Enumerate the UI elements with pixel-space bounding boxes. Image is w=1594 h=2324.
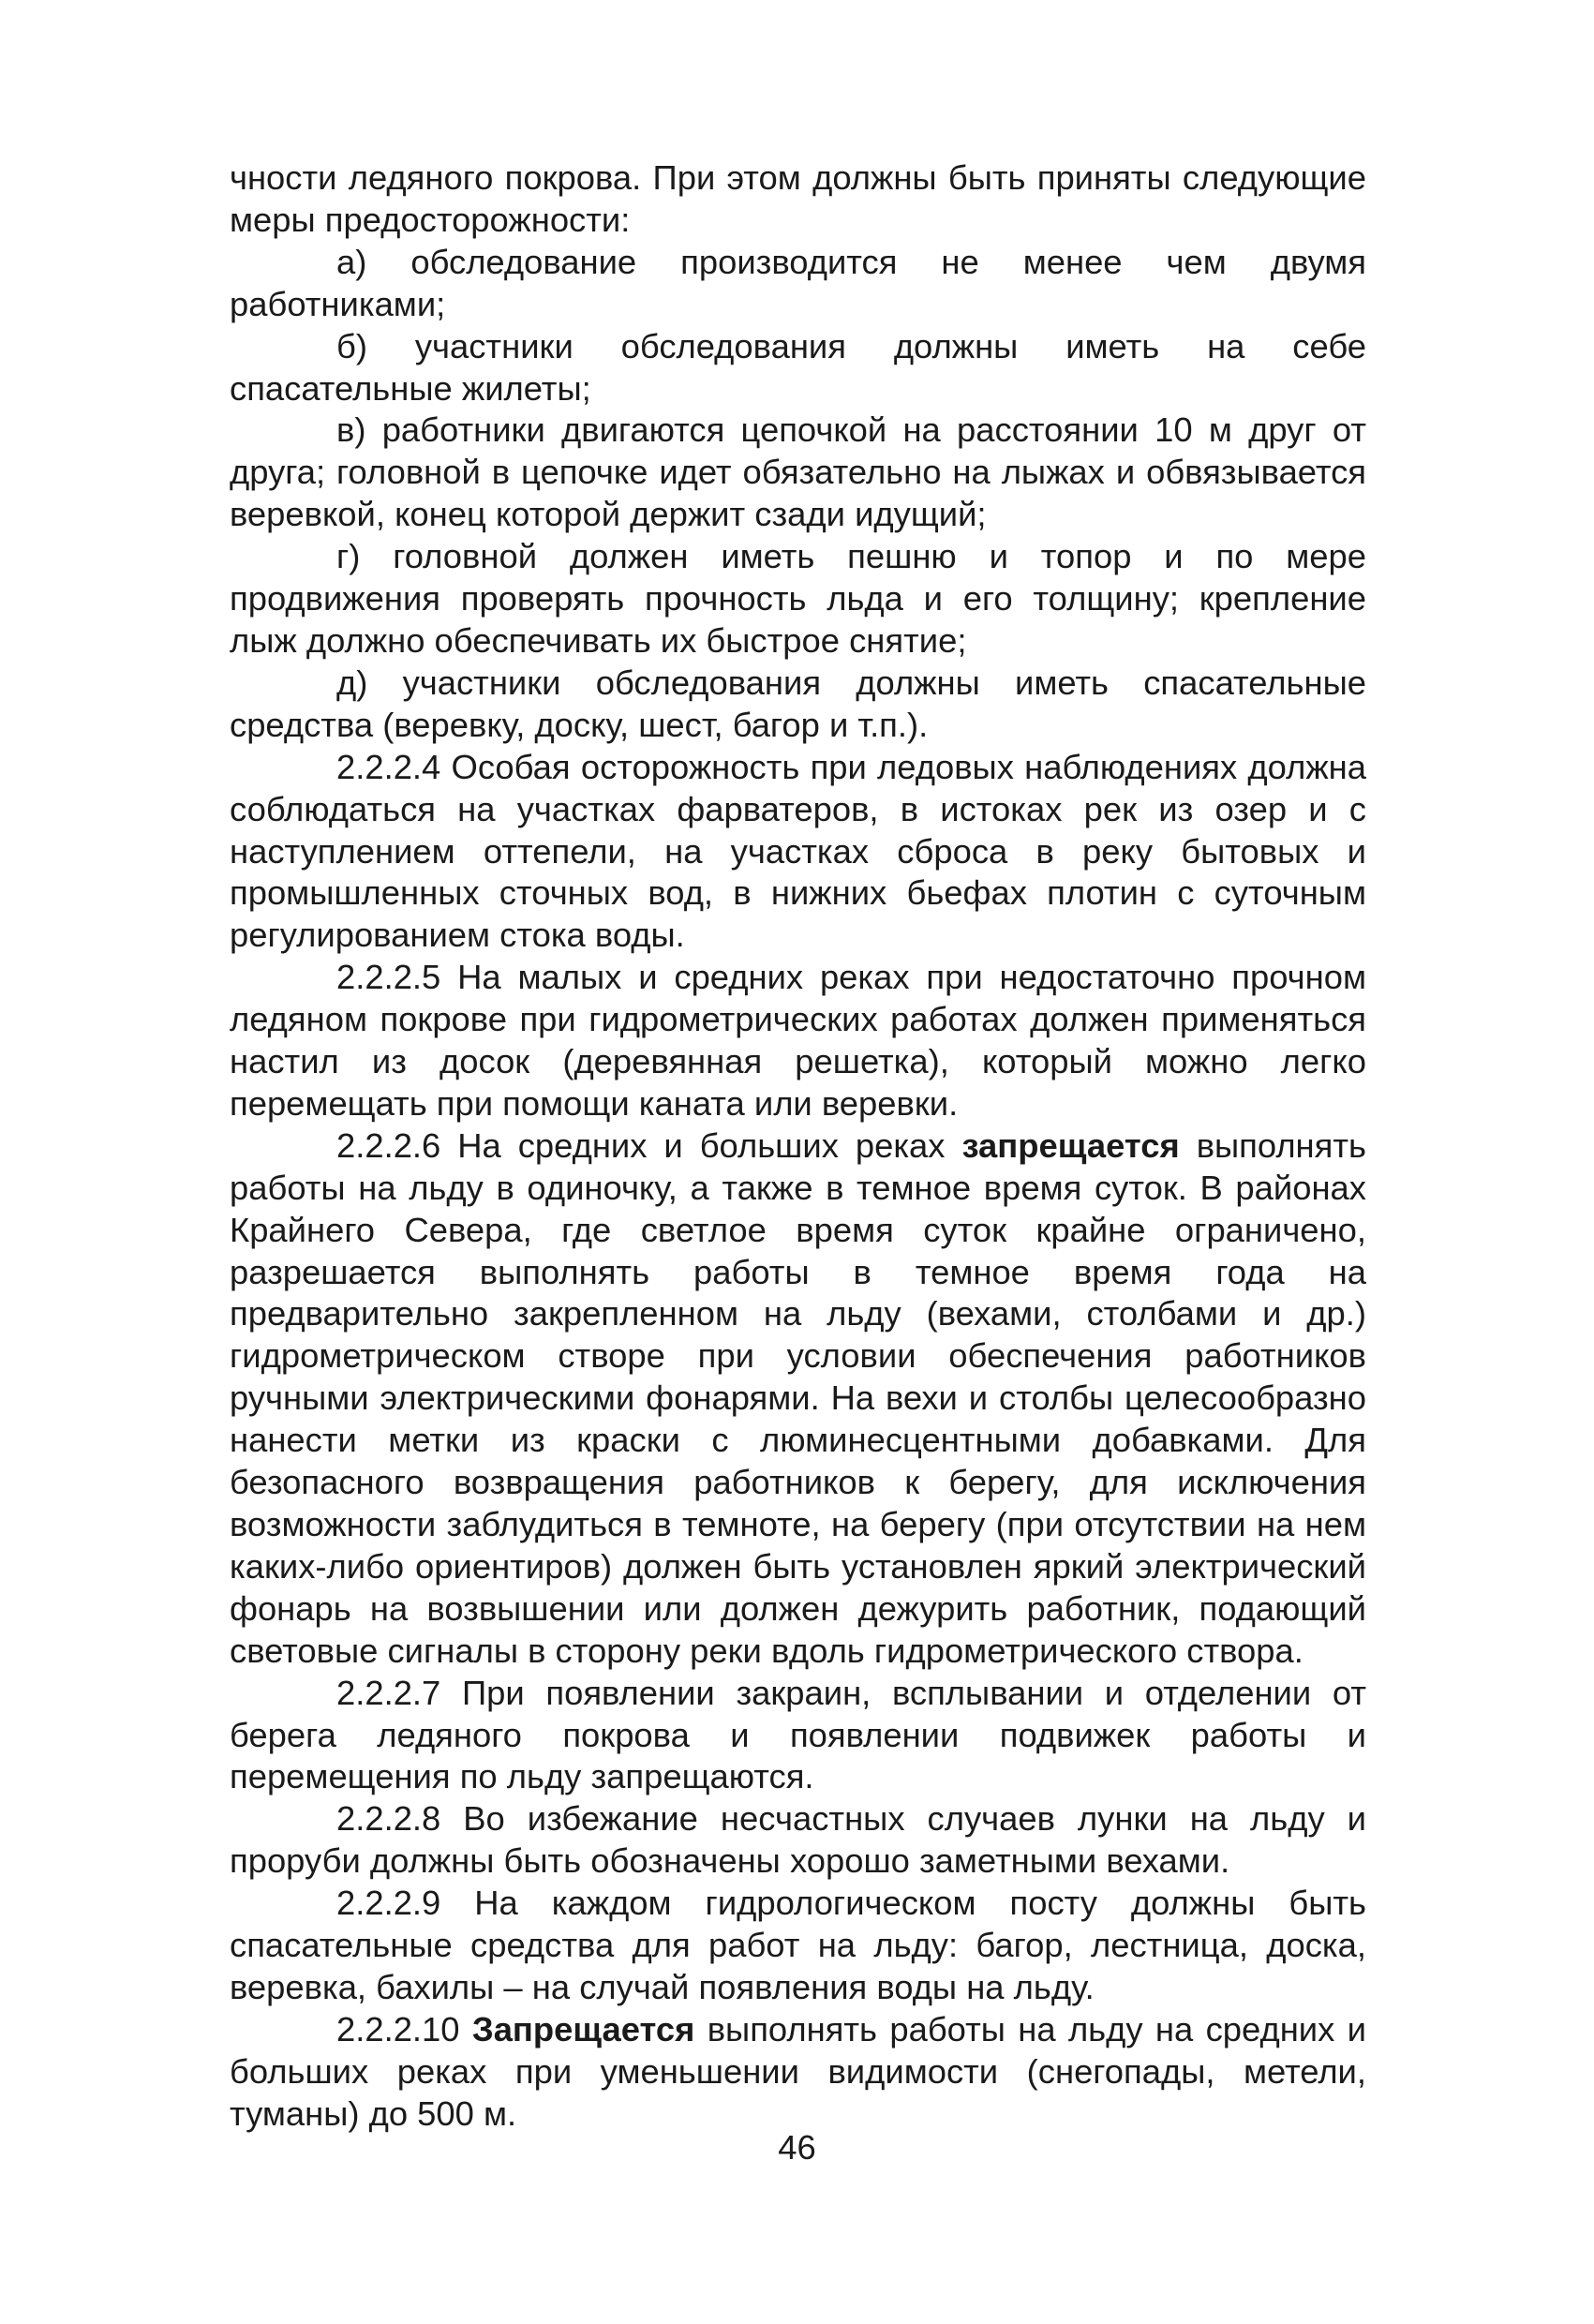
list-item-v [230,410,1366,536]
emphasis-prohibited: запрещается [961,1125,1180,1165]
list-item-d [230,663,1366,747]
text-p1: а) обследование производится не менее чем двумя работниками; [230,242,1366,323]
text-p9: 2.2.2.7 При появлении закраин, всплывании и отделении от берега ледяного покрова и появлении подвижек работы и перемещения по льду запрещаются. [230,1673,1366,1796]
page-number: 46 [778,2128,816,2167]
text-p6: 2.2.2.4 Особая осторожность при ледовых наблюдениях должна соблюдаться на участках фарватеров, в истоках рек из озер и с наступлением оттепели, на участках сброса в реку бытовых и промышленных сточных вод, в нижних бьефах плотин с суточным регулированием стока воды. [230,747,1366,955]
text-p0: чности ледяного покрова. При этом должны быть приняты следующие меры предосторожности: [230,158,1366,239]
paragraph-continuation [230,157,1366,242]
list-item-b [230,326,1366,410]
clause-2-2-2-10 [230,2009,1366,2136]
list-item-g [230,536,1366,663]
clause-2-2-2-5 [230,957,1366,1125]
page-body [230,157,1366,2136]
text-p10: 2.2.2.8 Во избежание несчастных случаев лунки на льду и проруби должны быть обозначены хорошо заметными вехами. [230,1799,1366,1881]
text-p8-a: 2.2.2.6 На средних и больших реках [336,1125,946,1165]
clause-2-2-2-9 [230,1883,1366,2009]
clause-2-2-2-6 [230,1125,1366,1673]
list-item-a [230,242,1366,326]
text-p5: д) участники обследования должны иметь спасательные средства (веревку, доску, шест, багор и т.п.). [230,663,1366,744]
text-p12-a: 2.2.2.10 [336,2009,460,2048]
text-p11: 2.2.2.9 На каждом гидрологическом посту должны быть спасательные средства для работ на льду: багор, лестница, доска, веревка, бахилы – на случай появления воды на льду. [230,1884,1366,2006]
text-p4: г) головной должен иметь пешню и топор и по мере продвижения проверять прочность льда и его толщину; крепление лыж должно обеспечивать их быстрое снятие; [230,537,1366,660]
text-p12-c: выполнять работы на льду на средних и больших реках при уменьшении видимости (снегопады, метели, туманы) до 500 м. [230,2009,1366,2133]
clause-2-2-2-7 [230,1673,1366,1799]
clause-2-2-2-4 [230,747,1366,958]
text-p2: б) участники обследования должны иметь на себе спасательные жилеты; [230,326,1366,408]
emphasis-prohibited-2: Запрещается [471,2009,695,2048]
text-p8-c: выполнять работы на льду в одиночку, а также в темное время суток. В районах Крайнего Севера, где светлое время суток крайне ограничено, разрешается выполнять работы в темное время года на предварительно закрепленном на льду (вехами, столбами и др.) гидрометрическом створе при условии обеспечения работников ручными электрическими фонарями. На вехи и столбы целесообразно нанести метки из краски с люминесцентными добавками. Для безопасного возвращения работников к берегу, для исключения возможности заблудиться в темноте, на берегу (при отсутствии на нем каких-либо ориентиров) должен быть установлен яркий электрический фонарь на возвышении или должен дежурить работник, подающий световые сигналы в сторону реки вдоль гидрометрического створа. [230,1125,1366,1670]
clause-2-2-2-8 [230,1798,1366,1883]
text-p7: 2.2.2.5 На малых и средних реках при недостаточно прочном ледяном покрове при гидрометрических работах должен применяться настил из досок (деревянная решетка), который можно легко перемещать при помощи каната или веревки. [230,958,1366,1123]
text-p3: в) работники двигаются цепочкой на расстоянии 10 м друг от друга; головной в цепочке идет обязательно на лыжах и обвязывается веревкой, конец которой держит сзади идущий; [230,410,1366,534]
